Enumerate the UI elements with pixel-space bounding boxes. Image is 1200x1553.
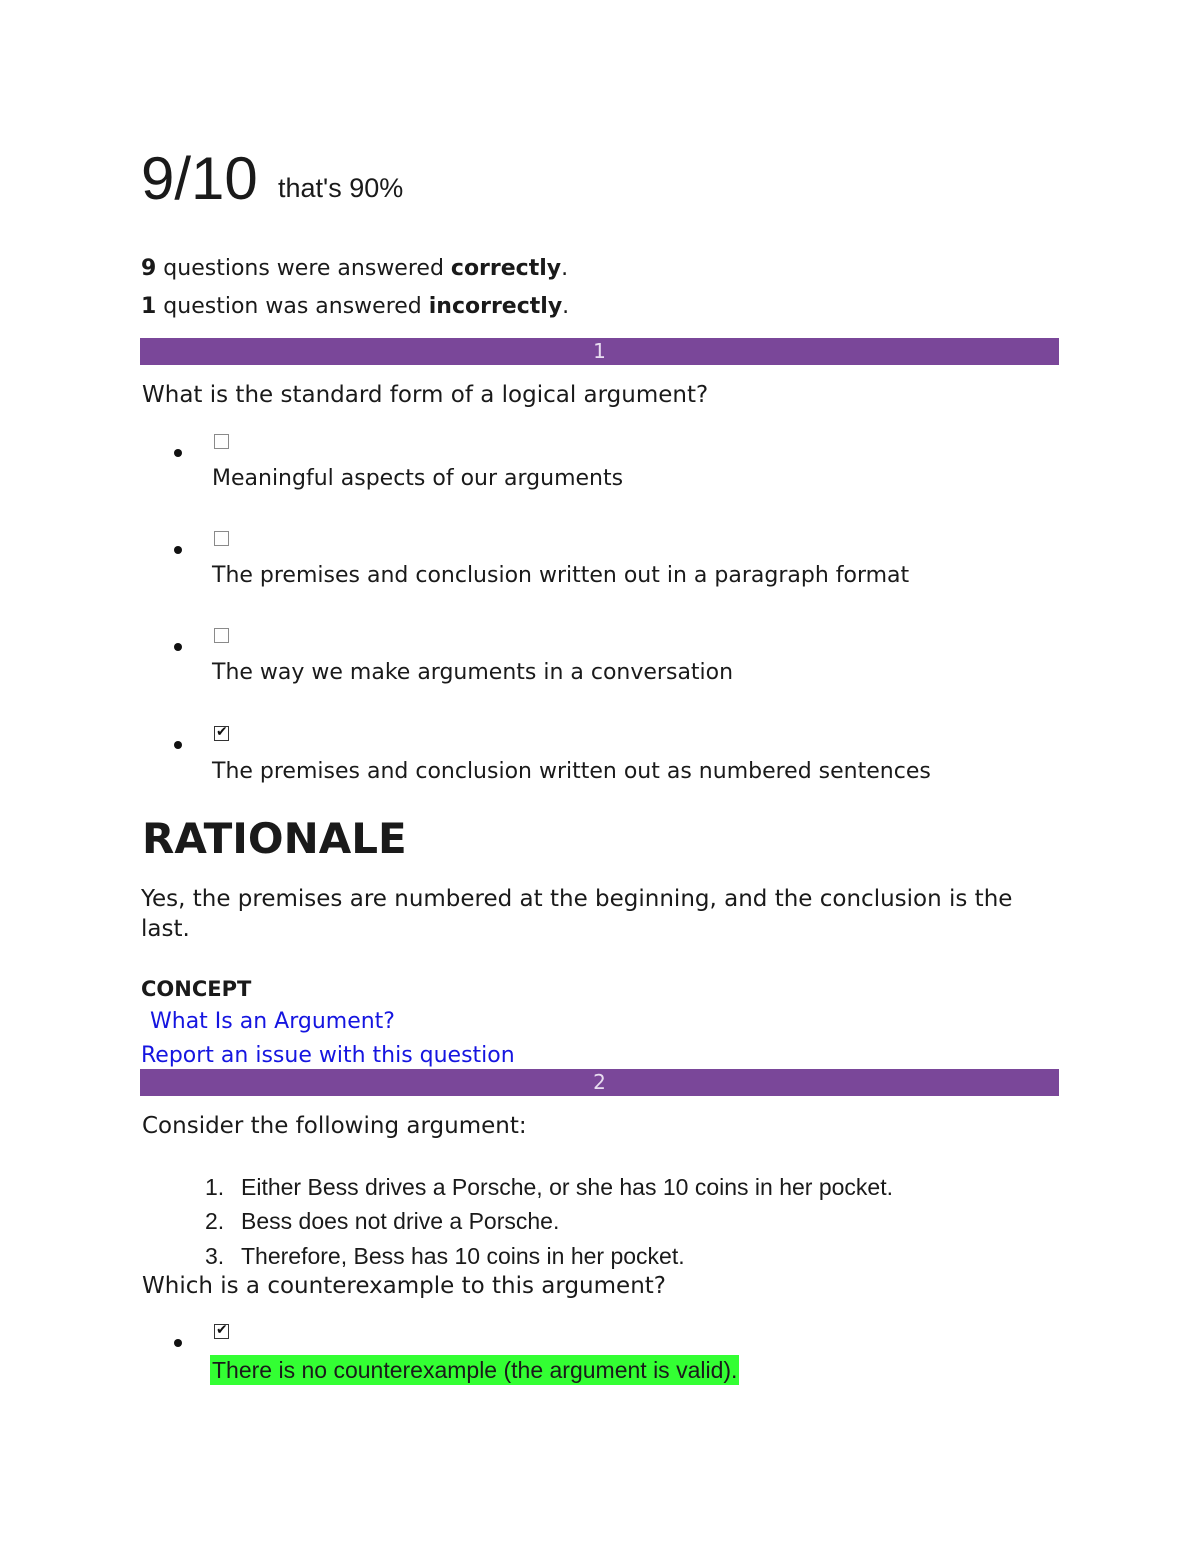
correct-summary — [141, 254, 568, 284]
incorrect-count: 1 — [141, 294, 157, 319]
concept-heading: CONCEPT — [141, 977, 252, 1001]
question-prompt: Consider the following argument: — [142, 1113, 527, 1139]
answer-option[interactable]: Meaningful aspects of our arguments — [212, 466, 624, 491]
score-percent: that's 90% — [278, 173, 404, 203]
correct-count: 9 — [141, 256, 157, 281]
answer-checkbox[interactable] — [214, 628, 229, 643]
question-prompt: What is the standard form of a logical argument? — [142, 382, 709, 408]
answer-checkbox[interactable] — [214, 531, 229, 546]
answer-checkbox-checked[interactable] — [214, 1324, 229, 1339]
answer-option-correct[interactable]: There is no counterexample (the argument is valid). — [212, 1357, 738, 1383]
concept-link[interactable]: What Is an Argument? — [150, 1009, 395, 1034]
argument-line — [205, 1206, 559, 1236]
argument-line-number: 2. — [205, 1208, 225, 1234]
score-fraction: 9/10 — [141, 145, 258, 212]
argument-line-text: Therefore, Bess has 10 coins in her pocket. — [241, 1243, 685, 1269]
correct-text: questions were answered — [156, 256, 451, 281]
argument-line — [205, 1172, 893, 1202]
incorrect-end: . — [562, 294, 570, 319]
question-number-bar: 2 — [140, 1069, 1059, 1096]
question-text: Which is a counterexample to this argument? — [142, 1273, 666, 1299]
incorrect-word: incorrectly — [428, 294, 563, 319]
answer-option[interactable]: The way we make arguments in a conversation — [212, 660, 734, 685]
bullet-icon — [174, 546, 182, 554]
argument-line-number: 1. — [205, 1174, 225, 1200]
correct-word: correctly — [450, 256, 562, 281]
argument-line-text: Bess does not drive a Porsche. — [241, 1208, 560, 1234]
checkmark-icon: ✔ — [216, 1322, 228, 1338]
correct-end: . — [561, 256, 569, 281]
rationale-text: Yes, the premises are numbered at the beginning, and the conclusion is the last. — [141, 886, 1013, 942]
report-issue-link[interactable]: Report an issue with this question — [141, 1043, 515, 1068]
answer-checkbox[interactable] — [214, 434, 229, 449]
answer-option[interactable]: The premises and conclusion written out as numbered sentences — [212, 759, 931, 784]
incorrect-text: question was answered — [156, 294, 429, 319]
bullet-icon — [174, 449, 182, 457]
incorrect-summary — [141, 292, 569, 322]
argument-line-text: Either Bess drives a Porsche, or she has 10 coins in her pocket. — [241, 1174, 893, 1200]
argument-line — [205, 1241, 685, 1271]
checkmark-icon: ✔ — [216, 724, 228, 740]
bullet-icon — [174, 1339, 182, 1347]
rationale-heading: RATIONALE — [142, 814, 407, 863]
answer-option[interactable]: The premises and conclusion written out in a paragraph format — [212, 563, 910, 588]
bullet-icon — [174, 741, 182, 749]
question-number-bar: 1 — [140, 338, 1059, 365]
bullet-icon — [174, 643, 182, 651]
answer-checkbox-checked[interactable] — [214, 726, 229, 741]
argument-line-number: 3. — [205, 1243, 225, 1269]
